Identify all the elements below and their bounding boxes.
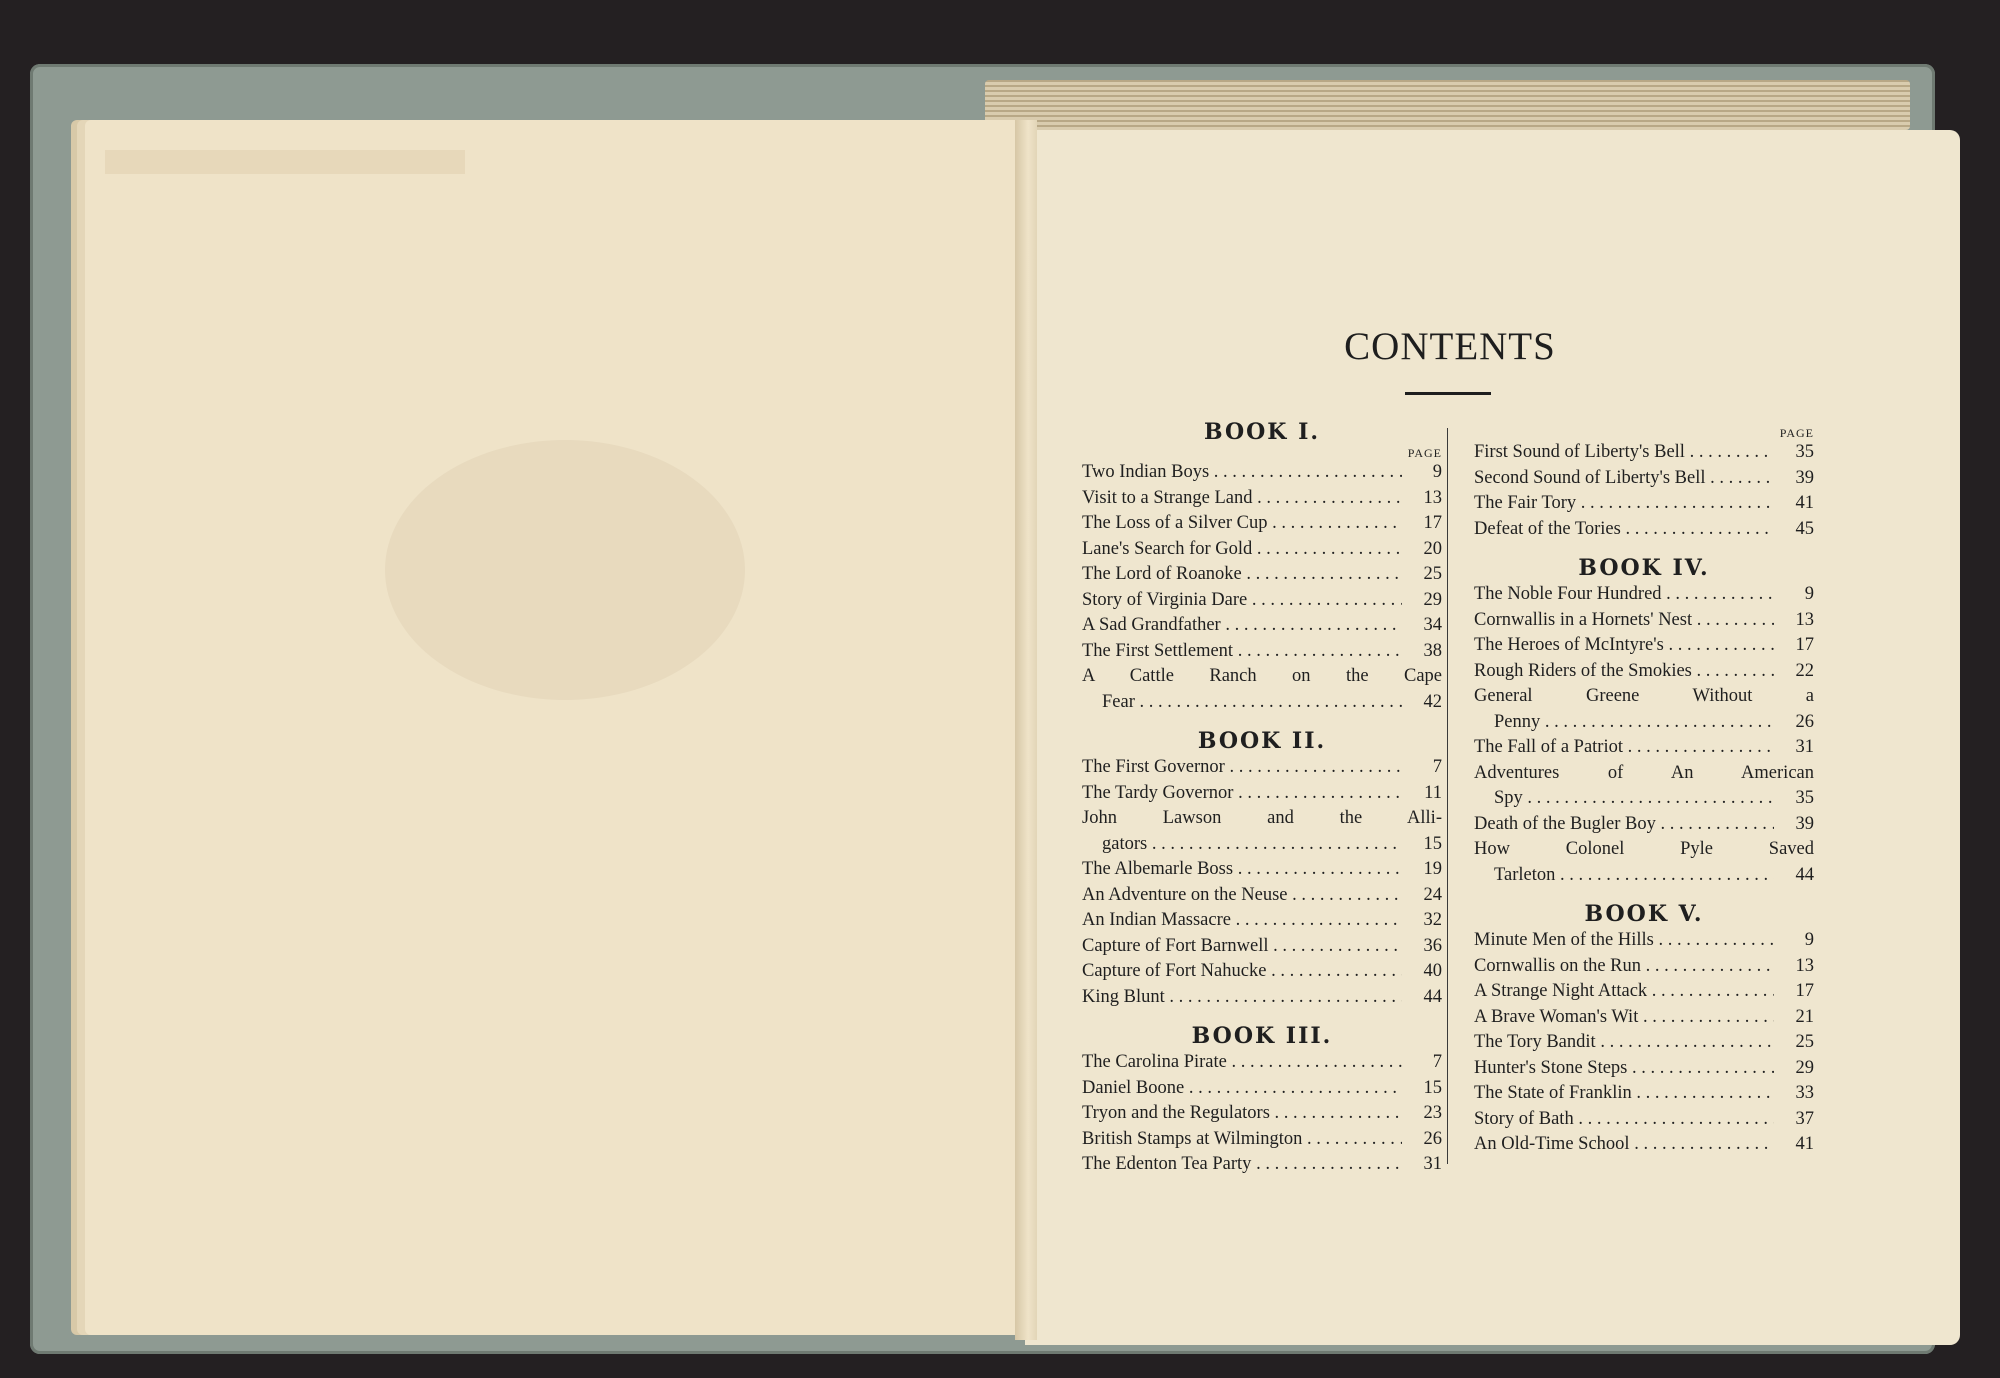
toc-entry-page: 39 [1795,467,1814,488]
page-column-label: PAGE [1407,446,1442,460]
page-stain [385,440,745,700]
left-blank-page [85,120,1030,1335]
toc-entry-page: 33 [1795,1083,1814,1103]
toc-entry-title-line2: Spy . . . [1494,786,1774,812]
toc-entry [1082,934,1442,960]
toc-entry-page: 26 [1795,711,1814,732]
toc-entry-page: 40 [1423,961,1442,981]
toc-entry-title: The First Governor . . . [1082,755,1402,781]
toc-entry-page: 31 [1423,1154,1442,1174]
toc-entry [1082,588,1442,614]
toc-entry [1474,466,1814,492]
toc-entry [1474,659,1814,685]
toc-entry-page: 20 [1423,538,1442,559]
toc-entry [1082,806,1442,857]
toc-entry-title: The Lord of Roanoke . . . [1082,562,1402,588]
toc-entry-page: 38 [1423,640,1442,661]
toc-entry-title-line1: How Colonel Pyle Saved [1474,839,1814,859]
toc-entry-page: 34 [1423,615,1442,635]
toc-entry-page: 41 [1795,493,1814,513]
toc-entry-page: 37 [1795,1108,1814,1129]
toc-entry-line2 [1082,832,1442,858]
book-gutter [1015,120,1037,1340]
toc-entry-page: 21 [1795,1006,1814,1027]
toc-entry-title-line2: Fear . . . [1102,690,1402,716]
toc-entry-title: Minute Men of the Hills . . . [1474,928,1774,954]
book-spacer [1082,715,1442,725]
toc-entry [1082,985,1442,1011]
toc-entry-title: First Sound of Liberty's Bell . . . [1474,440,1774,466]
toc-entry [1474,608,1814,634]
toc-entry [1082,1127,1442,1153]
toc-entry [1474,837,1814,888]
toc-entry-title: The Fair Tory . . . [1474,491,1774,517]
toc-entry-line2 [1082,690,1442,716]
toc-entry-page: 15 [1423,1077,1442,1098]
toc-entry-title: Story of Virginia Dare . . . [1082,588,1402,614]
toc-entry-title: An Adventure on the Neuse . . . [1082,883,1402,909]
toc-entry [1082,1050,1442,1076]
toc-entry [1474,582,1814,608]
toc-entry [1474,1081,1814,1107]
toc-entry-page: 29 [1795,1057,1814,1078]
book-heading: BOOK II. [1197,728,1327,754]
toc-entry-page: 36 [1423,935,1442,956]
toc-entry-title: The State of Franklin . . . [1474,1081,1774,1107]
toc-entry [1474,761,1814,812]
toc-entry-title: The Edenton Tea Party . . . [1082,1152,1402,1178]
toc-entry-title: The First Settlement . . . [1082,639,1402,665]
toc-entry [1082,1076,1442,1102]
toc-entry-title: Second Sound of Liberty's Bell . . . [1474,466,1774,492]
toc-entry [1474,735,1814,761]
toc-entry-page: 9 [1804,584,1814,604]
toc-entry-title: Story of Bath . . . [1474,1107,1774,1133]
toc-entry-title-line1: Adventures of An American [1474,762,1814,783]
toc-entry-title: British Stamps at Wilmington . . . [1082,1127,1402,1153]
toc-entry [1082,1101,1442,1127]
book-spacer [1474,888,1814,898]
toc-entry-page: 24 [1423,884,1442,905]
toc-entry [1082,1152,1442,1178]
book-spacer [1082,1010,1442,1020]
toc-entry-title: Defeat of the Tories . . . [1474,517,1774,543]
toc-entry [1474,979,1814,1005]
toc-entry-title-line2: Tarleton . . . [1494,863,1774,889]
toc-entry [1082,562,1442,588]
toc-entry-title: The Noble Four Hundred . . . [1474,582,1774,608]
toc-entry-page: 44 [1423,986,1442,1007]
toc-entry [1474,1005,1814,1031]
toc-entry-title-line2: gators . . . [1102,832,1402,858]
toc-entry-title-line1: General Greene Without a [1474,686,1814,706]
page-edges [985,80,1910,130]
toc-entry [1082,755,1442,781]
book-spacer [1474,542,1814,552]
toc-entry [1474,1107,1814,1133]
toc-entry-title: An Indian Massacre . . . [1082,908,1402,934]
toc-entry-title: The Fall of a Patriot . . . [1474,735,1774,761]
toc-entry [1474,1030,1814,1056]
toc-entry [1474,440,1814,466]
toc-entry-title: Cornwallis in a Hornets' Nest . . . [1474,608,1774,634]
toc-entry [1082,486,1442,512]
toc-entry [1474,954,1814,980]
toc-entry-title: Capture of Fort Barnwell . . . [1082,934,1402,960]
toc-entry-page: 9 [1804,930,1814,950]
toc-entry [1474,812,1814,838]
toc-entry-title: Cornwallis on the Run . . . [1474,954,1774,980]
toc-entry-line2 [1474,863,1814,889]
toc-entry-page: 15 [1423,833,1442,854]
book-heading: BOOK III. [1191,1023,1333,1049]
title-rule [1405,392,1491,395]
toc-entry-page: 25 [1423,564,1442,584]
book-heading: BOOK V. [1584,901,1704,927]
toc-entry-title: Hunter's Stone Steps . . . [1474,1056,1774,1082]
toc-entry-title: Death of the Bugler Boy . . . [1474,812,1774,838]
toc-entry-title: An Old-Time School . . . [1474,1132,1774,1158]
toc-entry-title: King Blunt . . . [1082,985,1402,1011]
toc-entry-page: 44 [1795,864,1814,885]
toc-entry-page: 13 [1423,487,1442,508]
toc-entry-page: 25 [1795,1032,1814,1052]
toc-entry [1474,1132,1814,1158]
toc-entry-page: 26 [1423,1128,1442,1149]
toc-entry [1082,908,1442,934]
toc-entry [1082,857,1442,883]
toc-entry [1082,959,1442,985]
toc-entry-title: Capture of Fort Nahucke . . . [1082,959,1402,985]
toc-entry [1474,928,1814,954]
toc-entry-title: Daniel Boone . . . [1082,1076,1402,1102]
toc-entry-page: 45 [1795,518,1814,539]
torn-page-edge [105,150,465,174]
toc-entry [1474,1056,1814,1082]
toc-entry [1474,684,1814,735]
toc-entry-page: 17 [1795,981,1814,1001]
toc-entry-title: Tryon and the Regulators . . . [1082,1101,1402,1127]
toc-entry-title: The Heroes of McIntyre's . . . [1474,633,1774,659]
toc-entry-page: 42 [1423,691,1442,712]
toc-entry-page: 17 [1423,513,1442,533]
toc-entry-page: 7 [1432,757,1442,777]
contents-title: CONTENTS [1344,325,1556,368]
toc-entry [1082,511,1442,537]
book-heading: BOOK IV. [1578,555,1710,581]
toc-entry-page: 7 [1432,1052,1442,1072]
toc-entry-title: Two Indian Boys . . . [1082,460,1402,486]
toc-entry-title: Rough Riders of the Smokies . . . [1474,659,1774,685]
toc-entry-title: The Tory Bandit . . . [1474,1030,1774,1056]
toc-entry-page: 35 [1795,788,1814,808]
toc-entry-title: A Brave Woman's Wit . . . [1474,1005,1774,1031]
contents-right-column [1474,426,1814,1158]
toc-entry-title: Visit to a Strange Land . . . [1082,486,1402,512]
toc-entry [1082,537,1442,563]
toc-entry-title: The Carolina Pirate . . . [1082,1050,1402,1076]
toc-entry-page: 41 [1795,1134,1814,1154]
toc-entry-title: The Albemarle Boss . . . [1082,857,1402,883]
toc-entry-page: 22 [1795,660,1814,681]
toc-entry [1082,664,1442,715]
toc-entry [1082,883,1442,909]
toc-entry [1082,781,1442,807]
toc-entry-line2 [1474,710,1814,736]
toc-entry [1474,491,1814,517]
toc-entry-page: 39 [1795,813,1814,834]
toc-entry-page: 17 [1795,635,1814,655]
toc-entry-title: The Tardy Governor . . . [1082,781,1402,807]
toc-entry [1082,639,1442,665]
toc-entry [1082,460,1442,486]
toc-entry [1082,613,1442,639]
toc-entry-line2 [1474,786,1814,812]
toc-entry-page: 31 [1795,737,1814,757]
toc-entry-title-line1: John Lawson and the Alli- [1082,808,1442,828]
toc-entry-title: A Strange Night Attack . . . [1474,979,1774,1005]
column-divider [1447,428,1448,1164]
toc-entry-page: 35 [1795,442,1814,462]
toc-entry [1474,633,1814,659]
toc-entry-page: 11 [1424,782,1442,803]
toc-entry-page: 9 [1432,462,1442,482]
toc-entry [1474,517,1814,543]
toc-entry-page: 13 [1795,955,1814,976]
toc-entry-title: A Sad Grandfather . . . [1082,613,1402,639]
toc-entry-page: 23 [1423,1103,1442,1123]
page-column-label: PAGE [1779,426,1814,440]
toc-entry-page: 32 [1423,910,1442,930]
toc-entry-page: 19 [1423,859,1442,879]
toc-entry-title: The Loss of a Silver Cup . . . [1082,511,1402,537]
toc-entry-page: 29 [1423,589,1442,610]
book-heading: BOOK I. [1203,419,1321,445]
toc-entry-title-line2: Penny . . . [1494,710,1774,736]
toc-entry-page: 13 [1795,609,1814,630]
contents-left-column [1082,416,1442,1178]
toc-entry-title: Lane's Search for Gold . . . [1082,537,1402,563]
toc-entry-title-line1: A Cattle Ranch on the Cape [1082,666,1442,686]
